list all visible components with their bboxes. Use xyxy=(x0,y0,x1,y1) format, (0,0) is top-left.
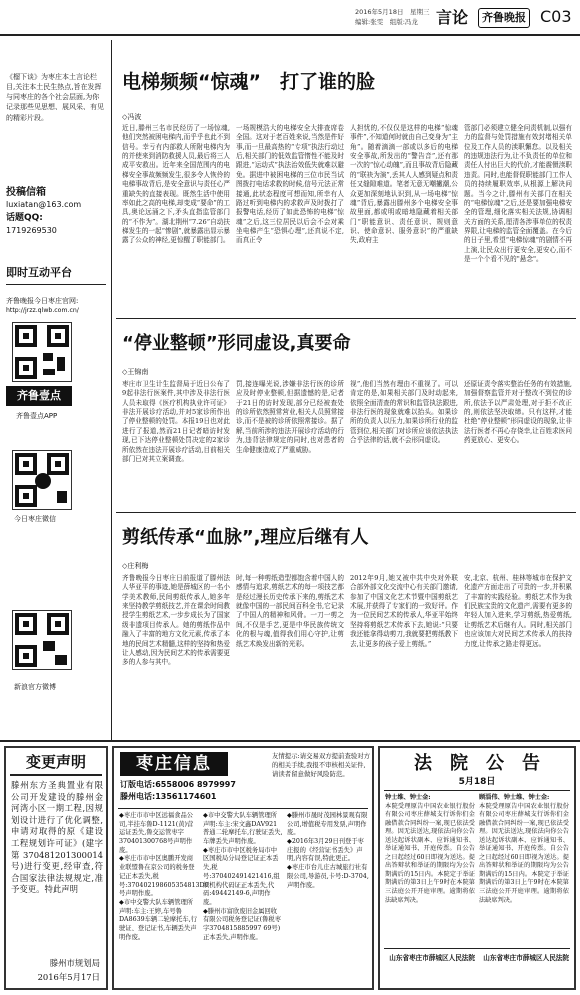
app-qr-code xyxy=(12,322,72,382)
article-1-title: 电梯频频“惊魂” 打了谁的脸 xyxy=(122,71,375,93)
court-sign-1: 山东省枣庄市薛城区人民法院 xyxy=(389,954,475,962)
article-3-col-2: 时,每一种剪纸造型都饱含着中国人的感情与追求,剪纸艺术的每一项技艺都是经过漫长历史传承下来的,剪纸艺术就像中国的一部民间百科全书,它记录了中国人的精神和风骨。一刀一剪之间,不仅是手艺,更是中华民族传统文化的根与魂,值得我们用心守护,让剪纸艺术焕发出新的光彩。 xyxy=(236,574,344,648)
info-col-3 xyxy=(287,812,369,986)
court-addressee: 顾淄伟、钟士维、钟士金: xyxy=(479,794,550,801)
ads-top-rule xyxy=(0,740,580,742)
change-notice-rule xyxy=(10,774,102,776)
article-1-col-1: 近日,滕州三名市民经历了一场惊魂,他们突然被困电梯内,而乎乎也此不到信号。幸亏有内部救人所附电梯内为的并使来到消防救援人员,最后将三人成平安救出。近年来全国范围内的电梯安全事故频频发生,很多令人恢伶的电梯事故背后,是安全意识与责任心严重缺失的直接表现。既然生活中使用率如此之高的电梯,却变成“要命”的工具,奥论远涌之下,矛头直指监管部门的“不作为”。湖北荆州“7.26”自动扶梯发生的一起“惨剧”,就暴露出显示暴露了公众的神经,更惊醒了职能部门。 xyxy=(122,124,230,245)
info-item: ◆滕州市晟时茂园林景观有限公司,增值税专用发票,声明作废。 xyxy=(287,812,368,837)
info-rule xyxy=(118,808,368,809)
qq-number: 1719269530 xyxy=(6,226,57,235)
article-3-col-1: 齐鲁晚报今日枣庄日前报道了滕州法人华亚平的事迹,她是薛城区的一名小学美术教师,民间剪纸传承人,她多年来坚持教学剪纸技艺,并在课余时间教授学生剪纸艺术,一步步成长为了国家级非遗项目传承人。她的剪纸作品中融入了丰富的地方文化元素,传承了本地的民间艺术精髓,这样的坚持和热爱让人感动,因为民间艺术的传承需要更多的人参与其中。 xyxy=(122,574,230,667)
info-notice: 友情提示:请交易双方提前查验对方的相关手续,我报不审核相关证件,请读者留意做好风险防范。 xyxy=(272,752,371,778)
weibo-qr-code xyxy=(12,610,72,670)
court-title: 法 院 公 告 xyxy=(414,753,540,774)
article-2-col-2: 罚,接连曝光说,涉嫌非法行医的诊所应及时停业整顿,但据遗憾的是,记者于21日的访时发现,部分已经被查处的诊所依然照常营业,相关人员照常接诊,而不是被的诊所依照常接诊。据了解,当前所涉的违法开展诊疗活动的行为,违背法律规定的同时,也对患者的生命健康造成了严重威胁。 xyxy=(236,380,344,454)
platform-title: 即时互动平台 xyxy=(6,266,72,279)
info-item: ◆枣庄市市中区税务局市中区国税局分局登记证正本丢失,税号:370402491421416,组织机构代码证正本丢失,代码:49442149-6,声明作废。 xyxy=(203,846,280,906)
article-1-col-4: 管部门必须建立健全问责机制,以强有力的监督与处罚措施有效封堵相关单位及工作人员的渎职懈怠。以及相关的违规违法行为,让不负责任的单位和责任人付出巨大的代价,才能震慑渎职违责。同时,也能督促职能部门工作人员的持续履职效率,从根源上解决问题。当今之计,滕州有关部门在相关的“电梯惊魂”之后,还是要加强电梯安全的管理,细化落实相关法规,协调相关方面的关系,厘清各涉事单位的权责界限,让电梯的监管全面覆盖。在今后的日子里,希望“电梯惊魂”的剧情不再上演,让民众出行更安全,更安心,而不是一个个看不见的"悬念"。 xyxy=(464,124,572,264)
website-url: http://jrzz.qlwb.com.cn/ xyxy=(6,307,79,314)
info-col-2 xyxy=(203,812,283,986)
change-notice-date: 2016年5月17日 xyxy=(37,972,100,982)
info-item: ◆滕州市富欣废旧金属回收有限公司税务登记证(鲁税枣字3704815885997 69号)正本丢失,声明作废。 xyxy=(203,907,282,941)
contrib-email: luxiatan@163.com xyxy=(6,200,82,209)
court-sign-2: 山东省枣庄市薛城区人民法院 xyxy=(483,954,569,962)
qq-title: 话题QQ: xyxy=(6,213,43,223)
change-notice-box xyxy=(4,746,108,990)
court-body: 本院受理原告中国农业银行股份有限公司枣庄薛城支行诉你们金融借款合同纠纷一案,现已依法受理。因无法送达,现依法向你公告送达起诉状副本、应诉通知书、举证通知书、开庭传票。自公告之日起经过60日即视为送达。提出答辩状和举证的期限均为公告期满后的15日内。本院定于举证期满后的第3日上午9时在本院第三法庭公开开庭审理。逾期将依法缺席判决。 xyxy=(479,802,569,904)
zaozhuang-info-box xyxy=(112,746,374,990)
info-item: ◆枣庄市市中区远福食品公司,半挂车鲁D-1121(黄)营运证丢失,鲁交运管枣字370401300768号声明作废。 xyxy=(119,812,194,854)
article-1-col-3: 人担忧的,不仅仅是这样的电梯“惊魂事件”,不知道何时就由自己变身为“主角”。随着滴滴一部或以多后的电梯安全事故,所发出的“警告音”,还有那一次的“惊心动魄”,而且事故背后隐藏的“联袂为演”,丢其人人感到疑点和责任又缝隙难道。笔者无意无嘲撇潮,公众更加深刻地认识到,从一场电梯“惊魂”背后,暴露出滕州多个电梯安全事故里面,都或明或暗地隐藏着相关部门“职能意识、责任意识、规则意识、使命意识、服务意识”的严重缺失,政府主 xyxy=(350,124,458,245)
court-notice-box xyxy=(378,746,576,990)
info-col-1 xyxy=(119,812,209,986)
weibo-label: 新浪官方微博 xyxy=(14,683,56,691)
info-item: ◆市中交警大队车辆管理所声明:车主:宋文鑫DAV921普通二轮摩托车,行驶证丢失,车牌丢失声明作废。 xyxy=(203,812,283,846)
change-notice-title: 变更声明 xyxy=(25,753,86,771)
article-2-col-4: 还原证责令落实整治任务的有效措施,加强督察监管并对于整改不到位的诊所,依法予以严肃处理,对于拒不改正的,则依法坚决取缔。只有这样,才能杜绝“停业整顿”形同虚设的现象,让非法行医者不再心存侥幸,让百姓求医问药更放心、更安心。 xyxy=(464,380,572,445)
court-col-1 xyxy=(385,794,475,944)
contrib-title: 投稿信箱 xyxy=(6,187,46,198)
wechat-label: 今日枣庄微信 xyxy=(14,515,56,523)
app-label: 齐鲁壹点APP xyxy=(16,412,58,420)
info-phone-1: 订版电话:6558006 8979997 xyxy=(120,780,236,789)
article-2-col-1: 枣庄市卫生计生监督局于近日公布了9起非法行医案件,其中涉及非法行医人员未取得《医疗机构执业许可证》非法开展诊疗活动,并对5家诊所作出了停业整顿的处罚。本报19日也对此进行了报道,然而21日记者暗访时发现,已下达停业整顿处罚决定的2家诊所依然在违法开展诊疗活动,目前相关部门已对其立案调查。 xyxy=(122,380,230,463)
info-title: 枣庄信息 xyxy=(120,752,228,776)
info-item: ◆枣庄市市中区奥鹏开发商业联盟鲁在京公司的税务登记正本丢失,税号:370402198605354813D0号声明作废。 xyxy=(119,855,209,898)
date-line: 2016年5月18日 星期三 xyxy=(355,8,430,16)
qilu-logo: 齐鲁壹点 xyxy=(6,386,72,406)
change-notice-body: 滕州东方圣典置业有限公司开发建设的滕州金河湾小区一期工程,因规划设计进行了优化调整,申请对取得的原《建设工程规划许可证》(建字第370481201300014号)进行变更,经审查,符合国家法律法规规定,准予变更。特此声明 xyxy=(11,780,103,895)
article-1-col-2: 一场规模浩大的电梯安全大排查席卷全国。这对于老百姓来说,当然是件好事,而一旦最高热的“专项”执法行动过后,相关部门的低效监管惰性不能及时跟进,“运动式”执法治效低失就难以避免。据进中被困电梯的三位市民当试图拨打电话求救的时候,信号元法正常接通,此状态程度可想而知,所幸有人路过听到电梯内的求救声及时拨打了报警电话,经历了如此恐怖的电梯“惊魂”之后,这三位居民以后会不会对乘坐电梯产生“恐惧心理”,还真说不定,而真正令 xyxy=(236,124,344,245)
editor-line: 编辑:张雯 组版:冯龙 xyxy=(355,18,418,26)
article-3-col-4: 安,北京、杭州、桂林等城市在保护文化遗产方面走出了可贵的一步,并积累了丰富的实践经验。剪纸艺术作为我们民族宝贵的文化遗产,需要有更多的年轻人加入进来,学习剪纸,热爱剪纸,让剪纸艺术后继有人。同时,相关部门也应该加大对民间艺术传承人的扶持力度,让传承之路走得更远。 xyxy=(464,574,572,648)
column-intro: 《榴下谈》为枣庄本土言论栏目,关注本土民生热点,旨在发挥与同枣庄的各个社会层面,为你记录那些见思想、展风采、有见的精彩片段。 xyxy=(6,73,104,122)
court-rule xyxy=(384,790,570,791)
article-2-author: ◇王锦南 xyxy=(122,368,149,376)
paper-logo: 齐鲁晚报 xyxy=(478,8,530,28)
info-item: ◆2016年3月29日刊登于枣庄报的《经营证书丢失》声明,内容有误,特此更正。 xyxy=(287,838,364,863)
sidebar-rule xyxy=(6,284,106,285)
court-body: 本院受理原告中国农业银行股份有限公司枣庄薛城支行诉你们金融借款合同纠纷一案,现已依法受理。因无法送达,现依法向你公告送达起诉状副本、应诉通知书、举证通知书、开庭传票。自公告之日起经过60日即视为送达。提出答辩状和举证的期限均为公告期满后的15日内。本院定于举证期满后的第3日上午9时在本院第三法庭公开开庭审理。逾期将依法缺席判决。 xyxy=(385,802,475,904)
article-2-rule xyxy=(116,512,576,513)
sidebar-divider xyxy=(111,40,112,740)
info-item: ◆枣庄市台儿庄古城旅行社有限公司,导游员,卡号:D-3704,声明作废。 xyxy=(287,864,369,889)
court-addressee: 钟士维、钟士金: xyxy=(385,794,431,801)
article-3-author: ◇庄利梅 xyxy=(122,562,149,570)
change-notice-sign: 滕州市规划局 xyxy=(49,958,100,968)
info-phone-2: 滕州电话:13561174601 xyxy=(120,792,217,801)
wechat-qr-code xyxy=(12,450,72,510)
article-3-title: 剪纸传承“血脉”,理应后继有人 xyxy=(122,527,369,548)
article-2-col-3: 视”,他们当然有理由不重视了。可以肯定的是,如果相关部门及时动起来,依照全面清查的常识和监管执法跟进,非法行医的现象就难以抬头。如果诊所的负责人以压力,如果诊所行业的监管到位,相关部门对诊所应该依法执法合乎法律的话,就不会形同虚设。 xyxy=(350,380,458,445)
court-bottom-rule xyxy=(384,948,570,949)
section-name: 言论 xyxy=(436,8,469,27)
court-date: 5月18日 xyxy=(458,777,496,787)
court-col-2 xyxy=(479,794,569,944)
article-3-col-3: 2012年9月,她又被中共中央对外联合部外部文化交流中心有关部门邀请,参加了中国文化艺术节暨中国剪纸艺术展,并获得了专家们的一致好评。作为一位民间艺术的传承人,华亚平始终坚持将剪纸艺术传承下去,她说:“只要我还能拿得动剪刀,我就要把剪纸教下去,让更多的孩子爱上剪纸。” xyxy=(350,574,458,648)
article-1-author: ◇冯波 xyxy=(122,113,142,121)
website-label: 齐鲁晚报今日枣庄官网: xyxy=(6,297,79,305)
info-item: ◆市中交警大队车辆管理所声明:车主:王婷,车号鲁DA8639车辆二轮摩托车,行驶证、登记证书,车辆丢失声明作废。 xyxy=(119,898,197,941)
article-1-rule xyxy=(116,318,576,319)
page-number: C03 xyxy=(540,7,572,26)
header-rule xyxy=(0,34,580,36)
article-2-title: “停业整顿”形同虚设,真要命 xyxy=(122,333,351,354)
